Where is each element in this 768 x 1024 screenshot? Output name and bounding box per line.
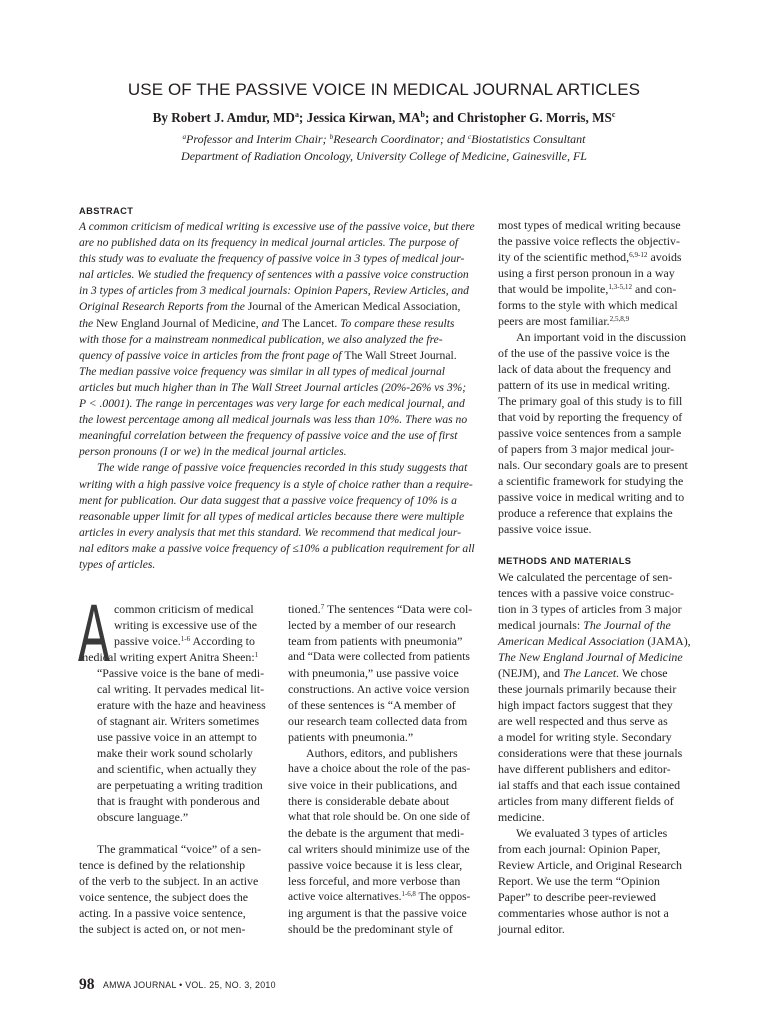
- text-line: and “Data were collected from patients: [288, 650, 470, 663]
- right-column-introduction: [498, 217, 692, 537]
- text-line: P < .0001). The range in percentages was very large for each medical journal, and: [79, 397, 465, 411]
- text-line: most types of medical writing because: [498, 218, 681, 232]
- text-line: meaningful correlation between the frequency of passive voice and the use of first: [79, 429, 458, 443]
- text-line: passive voice issue.: [498, 522, 592, 536]
- body-paragraph: [498, 329, 692, 537]
- text-line: the subject is acted on, or not men-: [79, 922, 246, 936]
- text-line: the lowest percentage among all medical journals was less than 10%. There was no: [79, 413, 468, 427]
- text-line: of papers from 3 major medical jour-: [498, 442, 675, 456]
- citation-superscript: a: [182, 132, 187, 141]
- text-line: cal writing. It pervades medical lit-: [97, 682, 265, 696]
- text-line: of the verb to the subject. In an active: [79, 874, 259, 888]
- text-line: Report. We use the term “Opinion: [498, 874, 660, 888]
- text-line: [498, 633, 692, 649]
- text-line: tion in 3 types of articles from 3 major: [498, 602, 682, 616]
- text-line: lected by a member of our research: [288, 618, 456, 632]
- text-line: articles but much higher than in The Wall Street Journal articles (20%-26% vs 3%;: [79, 380, 467, 394]
- citation-superscript: 1: [254, 650, 259, 659]
- body-paragraph: [498, 569, 692, 825]
- roman-text: ; and Christopher G. Morris, MS: [424, 110, 612, 125]
- text-line: these journals primarily because their: [498, 682, 677, 696]
- text-line: the passive voice reflects the objectiv-: [498, 234, 680, 248]
- text-line: types of articles.: [79, 557, 156, 571]
- text-line: make their work sound scholarly: [97, 746, 253, 760]
- text-line: [498, 649, 692, 665]
- text-line: [498, 665, 692, 681]
- italic-text: The Journal of the: [583, 618, 671, 632]
- text-line: a scientific framework for studying the: [498, 474, 684, 488]
- text-line: Authors, editors, and publishers: [306, 746, 458, 760]
- roman-text: and con-: [632, 282, 677, 296]
- middle-column: [288, 601, 472, 937]
- italic-text: The Lancet.: [563, 666, 620, 680]
- text-line: commentaries whose author is not a: [498, 906, 669, 920]
- text-line: of stagnant air. Writers sometimes: [97, 714, 260, 728]
- text-line: there is considerable debate about: [288, 794, 450, 808]
- citation-superscript: 1-6: [180, 634, 191, 643]
- text-line: reasonable upper limit for all types of medical articles because there were multiple: [79, 509, 465, 523]
- text-line: [0, 131, 768, 148]
- text-line: writing is excessive use of the: [114, 618, 257, 632]
- roman-text: that would be impolite,: [498, 282, 609, 296]
- text-line: person pronouns (I or we) in the medical journal articles.: [79, 445, 347, 459]
- text-line: [498, 313, 692, 329]
- running-footer: AMWA JOURNAL • VOL. 25, NO. 3, 2010: [103, 980, 276, 990]
- text-line: medicine.: [498, 810, 545, 824]
- roman-text: We chose: [619, 666, 668, 680]
- roman-text: active voice alternatives.: [288, 891, 402, 903]
- roman-text: Journal of the American Medical Association,: [247, 300, 461, 314]
- italic-text: Research Coordinator; and: [333, 132, 468, 146]
- text-line: team from patients with pneumonia”: [288, 634, 463, 648]
- text-line: ing argument is that the passive voice: [288, 906, 467, 920]
- text-line: produce a reference that explains the: [498, 506, 673, 520]
- text-line: [288, 889, 472, 905]
- abstract-body: [79, 219, 478, 573]
- citation-superscript: 2,5,8,9: [609, 314, 630, 323]
- text-line: Department of Radiation Oncology, University College of Medicine, Gainesville, FL: [181, 149, 587, 163]
- text-line: the debate is the argument that medi-: [288, 826, 465, 840]
- text-line: that is fraught with ponderous and: [97, 794, 260, 808]
- text-line: of the use of the passive voice is the: [498, 346, 670, 360]
- text-line: patients with pneumonia.”: [288, 730, 414, 744]
- text-line: [498, 617, 692, 633]
- text-line: tences with a passive voice construc-: [498, 586, 674, 600]
- text-line: acting. In a passive voice sentence,: [79, 906, 246, 920]
- roman-text: avoids: [647, 250, 682, 264]
- text-line: The grammatical “voice” of a sen-: [97, 842, 262, 856]
- text-line: lack of data about the frequency and: [498, 362, 671, 376]
- citation-superscript: b: [420, 110, 425, 120]
- text-line: ial staffs and that each issue contained: [498, 778, 681, 792]
- roman-text: peers are most familiar.: [498, 314, 610, 328]
- text-line: high impact factors suggest that they: [498, 698, 673, 712]
- text-line: pattern of its use in medical writing.: [498, 378, 671, 392]
- roman-text: medical journals:: [498, 618, 584, 632]
- text-line: that void by reporting the frequency of: [498, 410, 683, 424]
- italic-text: The New England Journal of Medicine: [498, 650, 683, 664]
- text-line: [288, 601, 472, 617]
- text-line: “Passive voice is the bane of medi-: [97, 666, 265, 680]
- text-line: The median passive voice frequency was similar in all types of medical journal: [79, 364, 446, 378]
- citation-superscript: c: [611, 110, 616, 120]
- methods-heading: METHODS AND MATERIALS: [498, 556, 632, 566]
- text-line: cal writers should minimize use of the: [288, 842, 470, 856]
- citation-superscript: 1-6,8: [401, 890, 416, 898]
- text-line: this study was to evaluate the frequency of passive voice in 3 types of medical jour-: [79, 252, 465, 266]
- roman-text: (JAMA),: [644, 634, 691, 648]
- text-line: The wide range of passive voice frequencies recorded in this study suggests that: [97, 461, 468, 475]
- roman-text: According to: [190, 634, 255, 648]
- text-line: our research team collected data from: [288, 714, 468, 728]
- italic-text: American Medical Association: [498, 634, 645, 648]
- text-line: common criticism of medical: [114, 602, 254, 616]
- text-line: A common criticism of medical writing is excessive use of the passive voice, but there: [79, 220, 475, 233]
- roman-text: The Lancet.: [281, 316, 341, 330]
- text-line: tence is defined by the relationship: [79, 858, 246, 872]
- abstract-paragraph: [79, 219, 478, 460]
- text-line: passive voice in medical writing and to: [498, 490, 685, 504]
- citation-superscript: a: [294, 110, 299, 120]
- body-paragraph: [288, 745, 472, 937]
- text-line: of these sentences is “A member of: [288, 698, 456, 712]
- text-line: forms to the style with which medical: [498, 298, 678, 312]
- text-line: We evaluated 3 types of articles: [516, 826, 668, 840]
- text-line: nals. Our secondary goals are to present: [498, 458, 688, 472]
- roman-text: tioned.: [288, 602, 321, 616]
- author-affiliations: [0, 131, 768, 165]
- citation-superscript: b: [329, 132, 334, 141]
- text-line: Review Article, and Original Research: [498, 858, 682, 872]
- text-line: in 3 types of articles from 3 medical journals: Opinion Papers, Review Articles, and: [79, 284, 469, 298]
- text-line: [79, 348, 478, 364]
- text-line: a model for writing style. Secondary: [498, 730, 672, 744]
- roman-text: medical writing expert Anitra Sheen:: [79, 650, 255, 664]
- roman-text: passive voice.: [114, 634, 181, 648]
- text-line: Paper” to describe peer-reviewed: [498, 890, 656, 904]
- roman-text: ; Jessica Kirwan, MA: [298, 110, 421, 125]
- drop-cap: A: [78, 588, 110, 679]
- text-line: are well respected and thus serve as: [498, 714, 668, 728]
- text-line: [0, 109, 768, 127]
- body-paragraph: [79, 841, 268, 937]
- italic-text: Professor and Interim Chair;: [186, 132, 330, 146]
- block-quote: [79, 665, 268, 825]
- text-line: passive voice sentences from a sample: [498, 426, 682, 440]
- roman-text: The sentences “Data were col-: [324, 602, 473, 616]
- text-line: The primary goal of this study is to fill: [498, 394, 683, 408]
- citation-superscript: c: [467, 132, 472, 141]
- citation-superscript: 6,9-12: [629, 250, 648, 259]
- text-line: We calculated the percentage of sen-: [498, 570, 673, 584]
- roman-text: By Robert J. Amdur, MD: [152, 110, 295, 125]
- text-line: sive voice in their publications, and: [288, 778, 458, 792]
- text-line: considerations were that these journals: [498, 746, 683, 760]
- italic-text: To compare these results: [340, 316, 455, 330]
- text-line: [498, 249, 692, 265]
- italic-text: Original Research Reports from the: [79, 300, 248, 314]
- text-line: [79, 299, 478, 315]
- text-line: are no published data on its frequency in medical journal articles. The purpose of: [79, 236, 459, 250]
- text-line: nal articles. We studied the frequency of sentences with a passive voice construction: [79, 268, 469, 282]
- text-line: constructions. An active voice version: [288, 682, 470, 696]
- text-line: with those for a mainstream nonmedical publication, we also analyzed the fre-: [79, 332, 443, 346]
- paragraph-gap: [79, 825, 268, 841]
- text-line: less forceful, and more verbose than: [288, 874, 461, 888]
- left-column: [78, 588, 268, 937]
- text-line: use passive voice in an attempt to: [97, 730, 257, 744]
- body-paragraph: [288, 601, 472, 745]
- text-line: with pneumonia,” use passive voice: [288, 666, 459, 680]
- text-line: An important void in the discussion: [516, 330, 687, 344]
- italic-text: and: [261, 316, 282, 330]
- body-paragraph: [498, 825, 692, 937]
- article-title: USE OF THE PASSIVE VOICE IN MEDICAL JOURNAL ARTICLES: [127, 80, 641, 99]
- page-number: 98: [79, 976, 95, 993]
- abstract-paragraph: [79, 460, 478, 573]
- text-line: from each journal: Opinion Paper,: [498, 842, 661, 856]
- text-line: are perpetuating a writing tradition: [97, 778, 263, 792]
- citation-superscript: 1,3-5,12: [608, 282, 633, 291]
- text-line: [114, 633, 268, 649]
- text-line: articles in every analysis that met this standard. We recommend that medical jour-: [79, 525, 461, 539]
- methods-section: [498, 569, 692, 937]
- text-line: have different publishers and editor-: [498, 762, 671, 776]
- citation-superscript: 7: [320, 602, 325, 611]
- text-line: [498, 281, 692, 297]
- text-line: voice sentence, the subject does the: [79, 890, 249, 904]
- text-line: nal editors make a passive voice frequency of ≤10% a publication requirement for all: [79, 541, 475, 555]
- text-line: erature with the haze and heaviness: [97, 698, 266, 712]
- italic-text: Biostatistics Consultant: [471, 132, 586, 146]
- roman-text: (NEJM), and: [498, 666, 564, 680]
- text-line: [79, 316, 478, 332]
- roman-text: The Wall Street Journal.: [344, 348, 457, 362]
- roman-text: ity of the scientific method,: [498, 250, 630, 264]
- author-byline: [0, 109, 768, 127]
- roman-text: The oppos-: [415, 891, 471, 903]
- italic-text: quency of passive voice in articles from the front page of: [79, 348, 345, 362]
- body-paragraph: [498, 217, 692, 329]
- text-line: and scientific, when actually they: [97, 762, 257, 776]
- roman-text: New England Journal of Medicine,: [96, 316, 262, 330]
- text-line: articles from many different fields of: [498, 794, 674, 808]
- text-line: should be the predominant style of: [288, 922, 453, 936]
- text-line: what that role should be. On one side of: [288, 811, 470, 823]
- text-line: journal editor.: [498, 922, 565, 936]
- text-line: obscure language.”: [97, 810, 189, 824]
- text-line: using a first person pronoun in a way: [498, 266, 675, 280]
- text-line: ment for publication. Our data suggest that a passive voice frequency of 10% is a: [79, 493, 457, 507]
- text-line: have a choice about the role of the pas-: [288, 762, 471, 775]
- italic-text: the: [79, 316, 97, 330]
- text-line: writing with a high passive voice frequency is a style of choice rather than a require-: [79, 477, 473, 491]
- abstract-heading: ABSTRACT: [79, 206, 134, 216]
- text-line: passive voice because it is less clear,: [288, 858, 463, 872]
